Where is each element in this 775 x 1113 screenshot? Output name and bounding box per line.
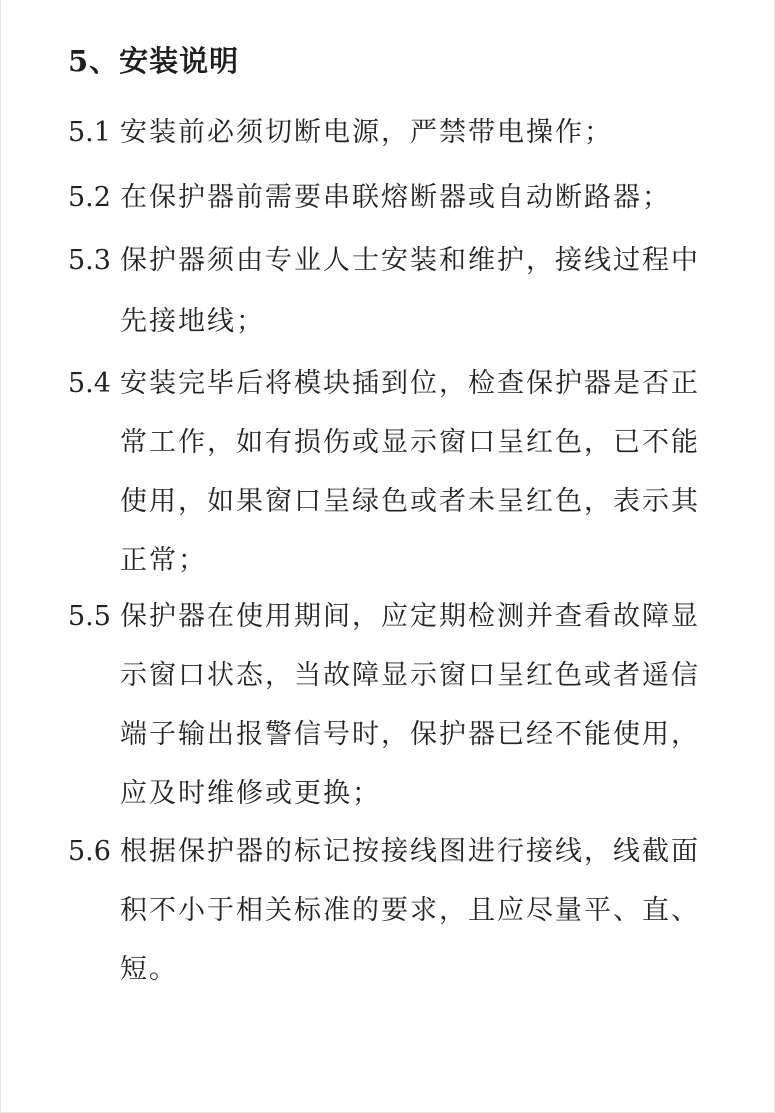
item-text-line: 保护器须由专业人士安装和维护，接线过程中 (120, 245, 700, 276)
item-text-line: 示窗口状态，当故障显示窗口呈红色或者遥信 (120, 660, 700, 691)
item-number: 5.5 (68, 601, 111, 632)
item-text-line: 先接地线； (120, 306, 265, 337)
item-text-line: 积不小于相关标准的要求，且应尽量平、直、 (120, 895, 700, 926)
section-title: 5、安装说明 (68, 44, 240, 78)
item-text-line: 安装完毕后将模块插到位，检查保护器是否正 (120, 368, 700, 399)
item-text-line: 应及时维修或更换； (120, 778, 381, 809)
item-text-line: 安装前必须切断电源，严禁带电操作； (120, 117, 613, 148)
item-number: 5.4 (68, 368, 111, 399)
item-text-line: 常工作，如有损伤或显示窗口呈红色，已不能 (120, 427, 700, 458)
item-text-line: 正常； (120, 545, 207, 576)
item-number: 5.1 (68, 117, 111, 148)
item-text-line: 在保护器前需要串联熔断器或自动断路器； (120, 182, 671, 213)
item-text-line: 使用，如果窗口呈绿色或者未呈红色，表示其 (120, 486, 700, 517)
item-text-line: 端子输出报警信号时，保护器已经不能使用， (120, 719, 700, 750)
item-number: 5.6 (68, 836, 111, 867)
item-number: 5.2 (68, 182, 111, 213)
item-text-line: 短。 (120, 954, 178, 985)
item-text-line: 根据保护器的标记按接线图进行接线，线截面 (120, 836, 700, 867)
item-number: 5.3 (68, 245, 111, 276)
item-text-line: 保护器在使用期间，应定期检测并查看故障显 (120, 601, 700, 632)
